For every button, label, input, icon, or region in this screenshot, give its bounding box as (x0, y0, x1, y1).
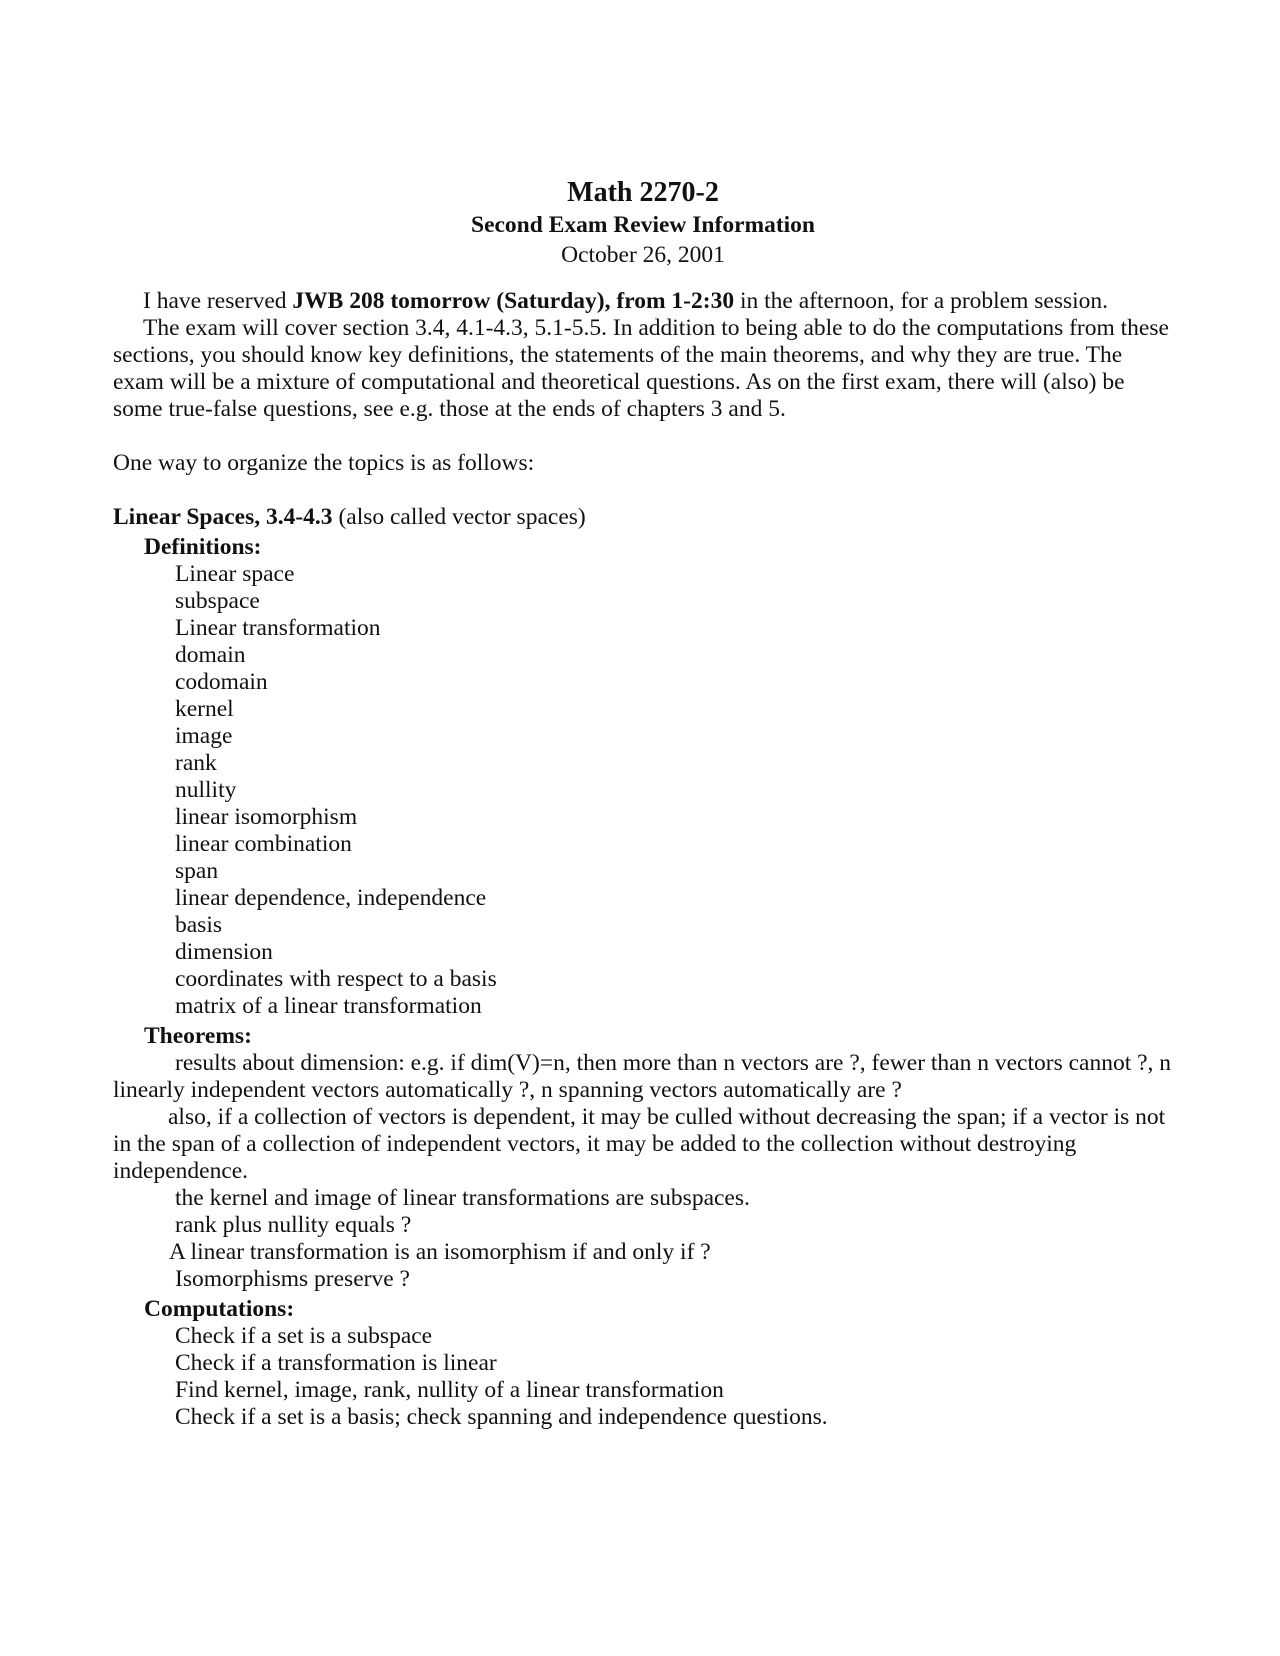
section-heading-title: Linear Spaces, 3.4-4.3 (113, 504, 333, 530)
intro-paragraph-1 (113, 288, 1173, 315)
theorem-item: Isomorphisms preserve ? (175, 1266, 410, 1292)
computation-item: Find kernel, image, rank, nullity of a linear transformation (175, 1377, 724, 1403)
definition-item: kernel (175, 696, 234, 722)
document-subtitle: Second Exam Review Information (471, 212, 815, 238)
intro-paragraph-2: The exam will cover section 3.4, 4.1-4.3, 5.1-5.5. In addition to being able to do the computations from these sections, you should know key definitions, the statements of the main theorems, and why they are true. The exam will be a mixture of computational and theoretical questions. As on the first exam, there will (also) be some true-false questions, see e.g. those at the ends of chapters 3 and 5. (113, 315, 1169, 422)
theorem-item: the kernel and image of linear transformations are subspaces. (175, 1185, 750, 1211)
definition-item: linear combination (175, 831, 352, 857)
computations-heading: Computations: (144, 1296, 295, 1322)
definition-item: rank (175, 750, 217, 776)
theorems-heading: Theorems: (144, 1023, 252, 1049)
definition-item: codomain (175, 669, 268, 695)
section-heading (113, 504, 1173, 531)
definition-item: subspace (175, 588, 260, 614)
computations-list (113, 1323, 1173, 1431)
theorem-item: results about dimension: e.g. if dim(V)=n, then more than n vectors are ?, fewer than n vectors cannot ?, n linearly independent vectors automatically ?, n spanning vectors automatically are ? (113, 1050, 1172, 1103)
definition-item: dimension (175, 939, 273, 965)
document-date: October 26, 2001 (561, 242, 725, 268)
definition-item: linear dependence, independence (175, 885, 487, 911)
definition-item: matrix of a linear transformation (175, 993, 482, 1019)
definitions-list (113, 561, 1173, 1020)
computation-item: Check if a set is a basis; check spanning and independence questions. (175, 1404, 828, 1430)
theorem-item: rank plus nullity equals ? (175, 1212, 412, 1238)
definition-item: basis (175, 912, 222, 938)
intro-text-before: I have reserved (143, 288, 293, 314)
definition-item: linear isomorphism (175, 804, 358, 830)
definition-item: Linear space (175, 561, 295, 587)
definition-item: coordinates with respect to a basis (175, 966, 497, 992)
definition-item: nullity (175, 777, 237, 803)
document-body (113, 176, 1173, 1431)
definition-item: Linear transformation (175, 615, 381, 641)
intro-bold-location: JWB 208 tomorrow (Saturday), from 1-2:30 (292, 288, 735, 314)
computation-item: Check if a set is a subspace (175, 1323, 433, 1349)
intro-text-after: in the afternoon, for a problem session. (734, 288, 1109, 314)
theorem-item: A linear transformation is an isomorphism if and only if ? (169, 1239, 711, 1265)
organize-line: One way to organize the topics is as follows: (113, 450, 535, 476)
computation-item: Check if a transformation is linear (175, 1350, 497, 1376)
document-title: Math 2270-2 (567, 177, 719, 208)
definition-item: image (175, 723, 233, 749)
section-heading-note: (also called vector spaces) (332, 504, 586, 530)
definitions-heading: Definitions: (144, 534, 262, 560)
definition-item: span (175, 858, 219, 884)
theorem-item: also, if a collection of vectors is dependent, it may be culled without decreasing the span; if a vector is not in the span of a collection of independent vectors, it may be added to the collection without destroying independence. (113, 1104, 1166, 1184)
definition-item: domain (175, 642, 246, 668)
